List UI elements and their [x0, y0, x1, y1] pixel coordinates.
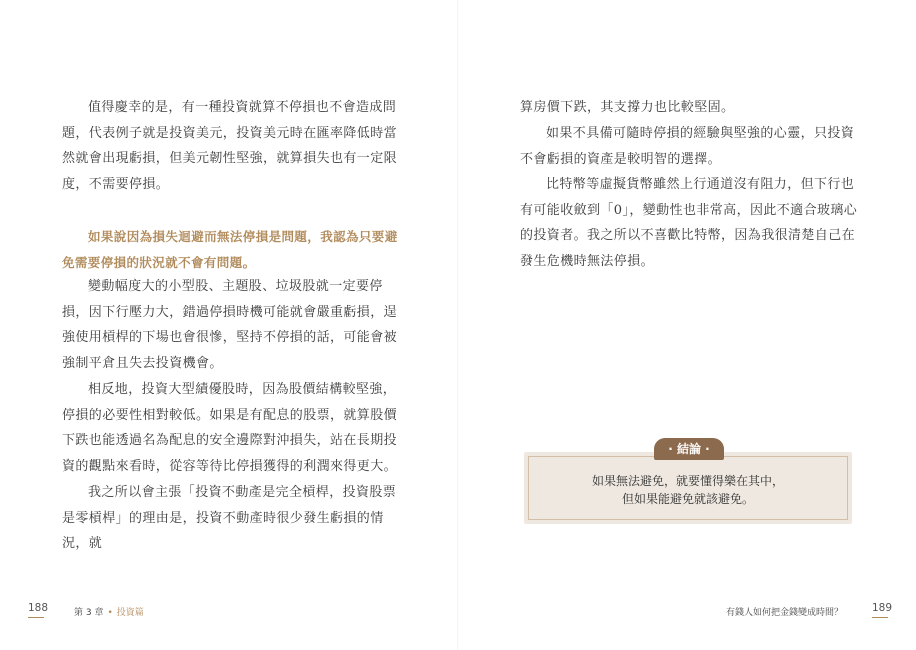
- paragraph-continued: 算房價下跌，其支撐力也比較堅固。: [520, 100, 735, 115]
- section-label: 投資篇: [116, 608, 144, 618]
- paragraph-3: 相反地，投資大型績優股時，因為股價結構較堅強，停損的必要性相對較低。如果是有配息的股票，就算股價下跌也能透過名為配息的安全邊際對沖損失，站在長期投資的觀點來看時，從容等待比停損獲得的利潤來得更大。: [62, 382, 398, 474]
- page-number-left: 188: [28, 602, 49, 614]
- chapter-label: 第 3 章: [74, 608, 104, 618]
- right-page: [458, 0, 916, 650]
- running-title: 有錢人如何把金錢變成時間？: [726, 608, 844, 618]
- conclusion-line-2: 但如果能避免就該避免。: [621, 492, 754, 506]
- conclusion-box: [524, 442, 852, 524]
- conclusion-line-1: 如果無法避免，就要懂得樂在其中，: [591, 474, 784, 488]
- running-header-left: [74, 605, 144, 618]
- page-number-right: 189: [872, 602, 893, 614]
- conclusion-title: · 結論 ·: [654, 438, 724, 460]
- page-number-underline-left: [28, 617, 44, 618]
- paragraph-5: 如果不具備可隨時停損的經驗與堅強的心靈，只投資不會虧損的資產是較明智的選擇。: [520, 126, 855, 167]
- bullet-separator: •: [107, 608, 113, 618]
- paragraph-2: 變動幅度大的小型股、主題股、垃圾股就一定要停損，因下行壓力大，錯過停損時機可能就會嚴重虧損，逞強使用槓桿的下場也會很慘，堅持不停損的話，可能會被強制平倉且失去投資機會。: [62, 279, 398, 371]
- paragraph-6: 比特幣等虛擬貨幣雖然上行通道沒有阻力，但下行也有可能收斂到「0」，變動性也非常高，因此不適合玻璃心的投資者。我之所以不喜歡比特幣，因為我很清楚自己在發生危機時無法停損。: [520, 177, 858, 269]
- paragraph-4: 我之所以會主張「投資不動產是完全槓桿，投資股票是零槓桿」的理由是，投資不動產時很少發生虧損的情況，就: [62, 485, 397, 552]
- paragraph-1: 值得慶幸的是，有一種投資就算不停損也不會造成問題，代表例子就是投資美元，投資美元時在匯率降低時當然就會出現虧損，但美元韌性堅強，就算損失也有一定限度，不需要停損。: [62, 100, 398, 192]
- page-number-underline-right: [872, 617, 888, 618]
- conclusion-text: [524, 472, 852, 508]
- highlighted-paragraph: 如果說因為損失迴避而無法停損是問題，我認為只要避免需要停損的狀況就不會有問題。: [62, 229, 398, 270]
